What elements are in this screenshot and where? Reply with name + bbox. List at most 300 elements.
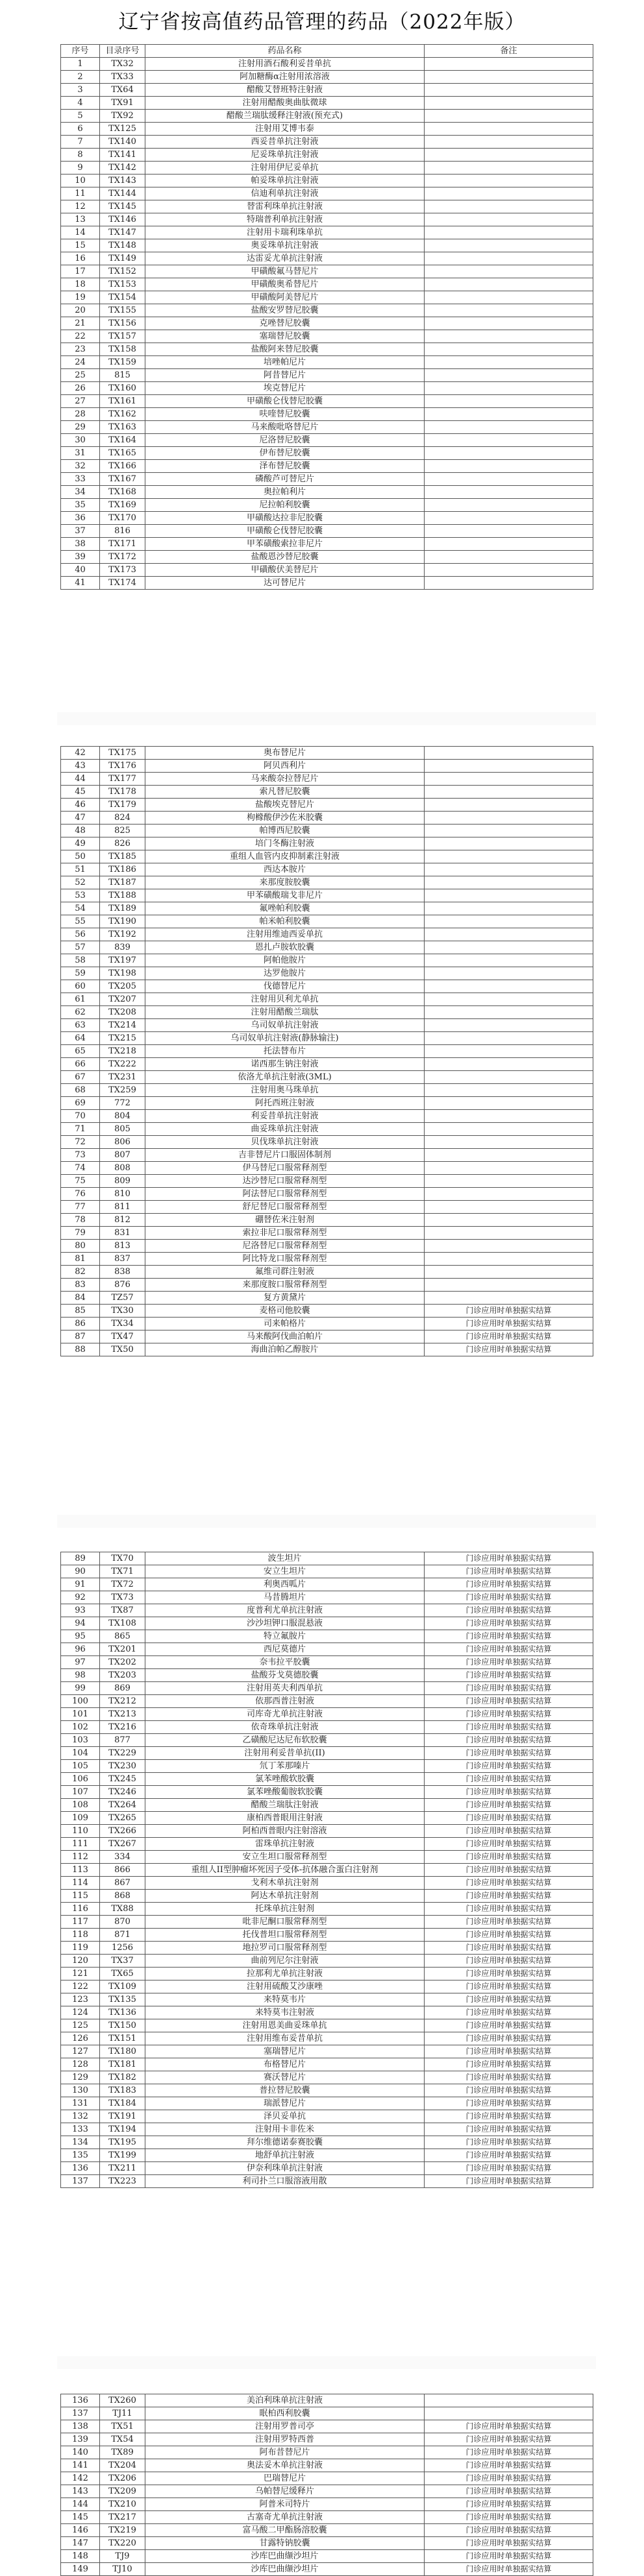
table-row xyxy=(61,773,593,786)
table-row xyxy=(61,421,593,434)
cell-note: 门诊应用时单独据实结算 xyxy=(425,2563,593,2576)
cell-note: 门诊应用时单独据实结算 xyxy=(425,2123,593,2136)
cell-drug-name: 尼妥珠单抗注射液 xyxy=(145,149,425,162)
cell-note: 门诊应用时单独据实结算 xyxy=(425,1968,593,1980)
table-row xyxy=(61,84,593,97)
cell-note xyxy=(425,773,593,786)
cell-code: TX202 xyxy=(100,1656,145,1669)
table-row xyxy=(61,1227,593,1240)
cell-code: TX125 xyxy=(100,123,145,136)
table-row xyxy=(61,760,593,773)
cell-no: 80 xyxy=(61,1240,100,1253)
cell-code: 868 xyxy=(100,1890,145,1903)
cell-no: 64 xyxy=(61,1032,100,1045)
cell-note xyxy=(425,1084,593,1097)
table-row xyxy=(61,2446,593,2459)
cell-note: 门诊应用时单独据实结算 xyxy=(425,1825,593,1838)
cell-note xyxy=(425,889,593,902)
cell-code: TX163 xyxy=(100,421,145,434)
table-row xyxy=(61,2550,593,2563)
cell-drug-name: 奥法妥木单抗注射液 xyxy=(145,2459,425,2472)
table-row xyxy=(61,1279,593,1292)
cell-code: TX155 xyxy=(100,304,145,317)
table-row xyxy=(61,564,593,577)
cell-code: TX190 xyxy=(100,915,145,928)
cell-drug-name: 重组人血管内皮抑制素注射液 xyxy=(145,850,425,863)
cell-note xyxy=(425,434,593,447)
cell-drug-name: 乌帕替尼缓释片 xyxy=(145,2485,425,2498)
header-no: 序号 xyxy=(61,45,100,58)
cell-code: 1256 xyxy=(100,1942,145,1955)
table-row xyxy=(61,1240,593,1253)
cell-drug-name: 注射用罗特西普 xyxy=(145,2433,425,2446)
cell-note: 门诊应用时单独据实结算 xyxy=(425,2162,593,2175)
cell-drug-name: 伊奈利珠单抗注射液 xyxy=(145,2162,425,2175)
table-row xyxy=(61,1162,593,1175)
cell-drug-name: 达罗他胺片 xyxy=(145,967,425,980)
cell-note xyxy=(425,954,593,967)
cell-no: 91 xyxy=(61,1578,100,1591)
cell-note: 门诊应用时单独据实结算 xyxy=(425,1955,593,1968)
table-row xyxy=(61,2433,593,2446)
cell-note xyxy=(425,863,593,876)
cell-note xyxy=(425,1266,593,1279)
table-row xyxy=(61,1942,593,1955)
table-row xyxy=(61,252,593,265)
cell-drug-name: 注射用维布妥昔单抗 xyxy=(145,2032,425,2045)
table-row xyxy=(61,1071,593,1084)
cell-code: TX146 xyxy=(100,213,145,226)
cell-note: 门诊应用时单独据实结算 xyxy=(425,1799,593,1812)
cell-drug-name: 呋喹替尼胶囊 xyxy=(145,408,425,421)
table-row xyxy=(61,447,593,460)
cell-drug-name: 拉那利尤单抗注射液 xyxy=(145,1968,425,1980)
cell-note: 门诊应用时单独据实结算 xyxy=(425,2524,593,2537)
cell-note xyxy=(425,1071,593,1084)
table-row xyxy=(61,1032,593,1045)
cell-code: TX210 xyxy=(100,2498,145,2511)
cell-no: 4 xyxy=(61,97,100,110)
cell-note xyxy=(425,149,593,162)
cell-note xyxy=(425,175,593,187)
cell-note xyxy=(425,928,593,941)
cell-note xyxy=(425,512,593,525)
table-row xyxy=(61,97,593,110)
cell-note: 门诊应用时单独据实结算 xyxy=(425,1851,593,1864)
cell-no: 116 xyxy=(61,1903,100,1916)
cell-note xyxy=(425,265,593,278)
cell-no: 61 xyxy=(61,993,100,1006)
table-row xyxy=(61,2498,593,2511)
cell-no: 93 xyxy=(61,1604,100,1617)
cell-code: TX205 xyxy=(100,980,145,993)
cell-code: TX165 xyxy=(100,447,145,460)
cell-code: TX64 xyxy=(100,84,145,97)
cell-note xyxy=(425,2407,593,2420)
block-separator xyxy=(57,712,596,725)
table-row xyxy=(61,1552,593,1565)
cell-note: 门诊应用时单独据实结算 xyxy=(425,1838,593,1851)
cell-code: TX30 xyxy=(100,1305,145,1318)
cell-no: 57 xyxy=(61,941,100,954)
cell-drug-name: 依那西普注射液 xyxy=(145,1695,425,1708)
cell-code: TX177 xyxy=(100,773,145,786)
cell-note: 门诊应用时单独据实结算 xyxy=(425,1721,593,1734)
cell-drug-name: 注射用伊尼妥单抗 xyxy=(145,162,425,175)
cell-drug-name: 甲苯磺酸索拉非尼片 xyxy=(145,538,425,551)
cell-no: 55 xyxy=(61,915,100,928)
table-row xyxy=(61,395,593,408)
cell-drug-name: 培门冬酶注射液 xyxy=(145,837,425,850)
cell-code: TX143 xyxy=(100,175,145,187)
cell-note: 门诊应用时单独据实结算 xyxy=(425,1734,593,1747)
cell-drug-name: 伐德替尼片 xyxy=(145,980,425,993)
cell-code: 877 xyxy=(100,1734,145,1747)
table-row xyxy=(61,200,593,213)
cell-note xyxy=(425,1162,593,1175)
table-row xyxy=(61,278,593,291)
table-row xyxy=(61,162,593,175)
cell-note xyxy=(425,1149,593,1162)
cell-note: 门诊应用时单独据实结算 xyxy=(425,2175,593,2188)
cell-drug-name: 注射用奥马珠单抗 xyxy=(145,1084,425,1097)
table-row xyxy=(61,110,593,123)
cell-drug-name: 阿昔替尼片 xyxy=(145,369,425,382)
cell-note: 门诊应用时单独据实结算 xyxy=(425,2097,593,2110)
cell-code: TX191 xyxy=(100,2110,145,2123)
cell-no: 144 xyxy=(61,2498,100,2511)
cell-note xyxy=(425,577,593,590)
table-row xyxy=(61,525,593,538)
cell-note: 门诊应用时单独据实结算 xyxy=(425,2149,593,2162)
cell-no: 81 xyxy=(61,1253,100,1266)
cell-no: 118 xyxy=(61,1929,100,1942)
cell-no: 28 xyxy=(61,408,100,421)
cell-code: TX214 xyxy=(100,1019,145,1032)
cell-code: TX72 xyxy=(100,1578,145,1591)
cell-no: 124 xyxy=(61,2006,100,2019)
table-row xyxy=(61,369,593,382)
cell-note xyxy=(425,786,593,799)
cell-drug-name: 吉非替尼片口服固体制剂 xyxy=(145,1149,425,1162)
cell-code: TX176 xyxy=(100,760,145,773)
cell-note: 门诊应用时单独据实结算 xyxy=(425,1760,593,1773)
cell-code: TX158 xyxy=(100,343,145,356)
cell-drug-name: 盐酸恩沙替尼胶囊 xyxy=(145,551,425,564)
cell-note xyxy=(425,278,593,291)
cell-note xyxy=(425,1175,593,1188)
cell-no: 68 xyxy=(61,1084,100,1097)
cell-no: 82 xyxy=(61,1266,100,1279)
cell-drug-name: 阿柏西普眼内注射溶液 xyxy=(145,1825,425,1838)
table-row xyxy=(61,850,593,863)
cell-drug-name: 度普利尤单抗注射液 xyxy=(145,1604,425,1617)
cell-note xyxy=(425,850,593,863)
table-row xyxy=(61,1617,593,1630)
table-row xyxy=(61,2136,593,2149)
table-row xyxy=(61,1812,593,1825)
cell-drug-name: 马来酸阿伐曲泊帕片 xyxy=(145,1330,425,1343)
cell-note xyxy=(425,799,593,812)
cell-code: TX153 xyxy=(100,278,145,291)
cell-code: TX212 xyxy=(100,1695,145,1708)
cell-note xyxy=(425,71,593,84)
cell-note: 门诊应用时单独据实结算 xyxy=(425,1552,593,1565)
table-row xyxy=(61,967,593,980)
cell-code: 806 xyxy=(100,1136,145,1149)
cell-no: 11 xyxy=(61,187,100,200)
cell-code: 809 xyxy=(100,1175,145,1188)
cell-drug-name: 注射用卡瑞利珠单抗 xyxy=(145,226,425,239)
cell-code: 870 xyxy=(100,1916,145,1929)
table-row xyxy=(61,1330,593,1343)
table-row xyxy=(61,343,593,356)
cell-no: 3 xyxy=(61,84,100,97)
cell-no: 129 xyxy=(61,2071,100,2084)
cell-code: TX206 xyxy=(100,2472,145,2485)
cell-no: 148 xyxy=(61,2550,100,2563)
table-row xyxy=(61,1799,593,1812)
table-row xyxy=(61,1006,593,1019)
cell-note: 门诊应用时单独据实结算 xyxy=(425,1591,593,1604)
table-row xyxy=(61,747,593,760)
table-row xyxy=(61,1980,593,1993)
cell-code: TX87 xyxy=(100,1604,145,1617)
cell-code: TX188 xyxy=(100,889,145,902)
cell-drug-name: 阿贝西利片 xyxy=(145,760,425,773)
table-row xyxy=(61,1110,593,1123)
cell-no: 9 xyxy=(61,162,100,175)
cell-note xyxy=(425,304,593,317)
table-row xyxy=(61,538,593,551)
cell-note: 门诊应用时单独据实结算 xyxy=(425,1617,593,1630)
cell-code: 805 xyxy=(100,1123,145,1136)
cell-code: TX231 xyxy=(100,1071,145,1084)
cell-no: 5 xyxy=(61,110,100,123)
cell-note: 门诊应用时单独据实结算 xyxy=(425,2446,593,2459)
cell-no: 21 xyxy=(61,317,100,330)
cell-code: 334 xyxy=(100,1851,145,1864)
cell-drug-name: 特瑞普利单抗注射液 xyxy=(145,213,425,226)
cell-code: 831 xyxy=(100,1227,145,1240)
cell-code: 824 xyxy=(100,812,145,825)
table-row xyxy=(61,1578,593,1591)
table-row xyxy=(61,2162,593,2175)
cell-no: 123 xyxy=(61,1993,100,2006)
cell-code: 866 xyxy=(100,1864,145,1877)
table-row xyxy=(61,1630,593,1643)
cell-no: 60 xyxy=(61,980,100,993)
table-row xyxy=(61,2459,593,2472)
cell-no: 145 xyxy=(61,2511,100,2524)
cell-no: 8 xyxy=(61,149,100,162)
cell-no: 62 xyxy=(61,1006,100,1019)
cell-no: 119 xyxy=(61,1942,100,1955)
cell-note xyxy=(425,1188,593,1201)
table-row xyxy=(61,2149,593,2162)
cell-drug-name: 索拉非尼口服常释剂型 xyxy=(145,1227,425,1240)
cell-no: 6 xyxy=(61,123,100,136)
cell-note xyxy=(425,136,593,149)
cell-no: 125 xyxy=(61,2019,100,2032)
cell-no: 126 xyxy=(61,2032,100,2045)
cell-drug-name: 醋酸兰瑞肽缓释注射液(预充式) xyxy=(145,110,425,123)
cell-no: 147 xyxy=(61,2537,100,2550)
cell-no: 17 xyxy=(61,265,100,278)
cell-drug-name: 普拉替尼胶囊 xyxy=(145,2084,425,2097)
cell-no: 33 xyxy=(61,473,100,486)
cell-no: 39 xyxy=(61,551,100,564)
cell-no: 133 xyxy=(61,2123,100,2136)
table-row xyxy=(61,1656,593,1669)
cell-drug-name: 注射用酒石酸利妥昔单抗 xyxy=(145,58,425,71)
cell-no: 139 xyxy=(61,2433,100,2446)
table-row xyxy=(61,1929,593,1942)
header-name: 药品名称 xyxy=(145,45,425,58)
cell-drug-name: 乌司奴单抗注射液(静脉输注) xyxy=(145,1032,425,1045)
cell-drug-name: 瑞派替尼片 xyxy=(145,2097,425,2110)
cell-drug-name: 甘露特钠胶囊 xyxy=(145,2537,425,2550)
table-row xyxy=(61,577,593,590)
cell-no: 121 xyxy=(61,1968,100,1980)
cell-no: 25 xyxy=(61,369,100,382)
cell-code: TX170 xyxy=(100,512,145,525)
table-row xyxy=(61,2394,593,2407)
cell-no: 106 xyxy=(61,1773,100,1786)
cell-note xyxy=(425,382,593,395)
table-row xyxy=(61,304,593,317)
drug-table-block-3 xyxy=(60,1552,593,2188)
cell-no: 84 xyxy=(61,1292,100,1305)
cell-code: TX199 xyxy=(100,2149,145,2162)
cell-no: 87 xyxy=(61,1330,100,1343)
cell-drug-name: 地舒单抗注射液 xyxy=(145,2149,425,2162)
table-header-row xyxy=(61,45,593,58)
cell-drug-name: 乌司奴单抗注射液 xyxy=(145,1019,425,1032)
cell-note: 门诊应用时单独据实结算 xyxy=(425,2019,593,2032)
cell-drug-name: 枸橼酸伊沙佐米胶囊 xyxy=(145,812,425,825)
cell-drug-name: 奥拉帕利片 xyxy=(145,486,425,499)
table-row xyxy=(61,175,593,187)
cell-code: TX154 xyxy=(100,291,145,304)
table-row xyxy=(61,317,593,330)
cell-code: TX47 xyxy=(100,1330,145,1343)
cell-code: 871 xyxy=(100,1929,145,1942)
table-row xyxy=(61,876,593,889)
cell-code: TX180 xyxy=(100,2045,145,2058)
cell-code: TX260 xyxy=(100,2394,145,2407)
cell-drug-name: 奈韦拉平胶囊 xyxy=(145,1656,425,1669)
cell-note xyxy=(425,812,593,825)
cell-note xyxy=(425,1032,593,1045)
cell-code: TX259 xyxy=(100,1084,145,1097)
cell-code: TX192 xyxy=(100,928,145,941)
cell-no: 85 xyxy=(61,1305,100,1318)
table-row xyxy=(61,1669,593,1682)
cell-drug-name: 尼洛替尼胶囊 xyxy=(145,434,425,447)
cell-no: 103 xyxy=(61,1734,100,1747)
cell-drug-name: 氯苯唑酸葡胺软胶囊 xyxy=(145,1786,425,1799)
cell-drug-name: 奥妥珠单抗注射液 xyxy=(145,239,425,252)
cell-no: 132 xyxy=(61,2110,100,2123)
cell-no: 86 xyxy=(61,1318,100,1330)
table-row xyxy=(61,2472,593,2485)
cell-drug-name: 沙库巴曲缬沙坦片 xyxy=(145,2563,425,2576)
cell-code: TX54 xyxy=(100,2433,145,2446)
cell-drug-name: 阿托西班注射液 xyxy=(145,1097,425,1110)
cell-drug-name: 麦格司他胶囊 xyxy=(145,1305,425,1318)
cell-no: 98 xyxy=(61,1669,100,1682)
cell-drug-name: 托珠单抗注射剂 xyxy=(145,1903,425,1916)
cell-note: 门诊应用时单独据实结算 xyxy=(425,1993,593,2006)
cell-drug-name: 利司扑兰口服溶液用散 xyxy=(145,2175,425,2188)
cell-no: 97 xyxy=(61,1656,100,1669)
cell-drug-name: 依奇珠单抗注射液 xyxy=(145,1721,425,1734)
cell-drug-name: 安立生坦口服常释剂型 xyxy=(145,1851,425,1864)
table-row xyxy=(61,1955,593,1968)
cell-no: 45 xyxy=(61,786,100,799)
cell-drug-name: 来那度胺胶囊 xyxy=(145,876,425,889)
cell-drug-name: 盐酸阿来替尼胶囊 xyxy=(145,343,425,356)
cell-code: TX175 xyxy=(100,747,145,760)
cell-drug-name: 塞瑞替尼胶囊 xyxy=(145,330,425,343)
table-row xyxy=(61,1201,593,1214)
cell-code: TX194 xyxy=(100,2123,145,2136)
cell-no: 72 xyxy=(61,1136,100,1149)
cell-drug-name: 伊马替尼口服常释剂型 xyxy=(145,1162,425,1175)
cell-drug-name: 阿帕他胺片 xyxy=(145,954,425,967)
cell-code: TX162 xyxy=(100,408,145,421)
cell-no: 109 xyxy=(61,1812,100,1825)
cell-code: TX266 xyxy=(100,1825,145,1838)
cell-note: 门诊应用时单独据实结算 xyxy=(425,1786,593,1799)
table-row xyxy=(61,2045,593,2058)
cell-drug-name: 利妥昔单抗注射液 xyxy=(145,1110,425,1123)
cell-note xyxy=(425,447,593,460)
table-row xyxy=(61,1773,593,1786)
cell-drug-name: 达沙替尼口服常释剂型 xyxy=(145,1175,425,1188)
cell-no: 41 xyxy=(61,577,100,590)
cell-code: TX173 xyxy=(100,564,145,577)
cell-no: 15 xyxy=(61,239,100,252)
cell-note: 门诊应用时单独据实结算 xyxy=(425,2136,593,2149)
cell-note: 门诊应用时单独据实结算 xyxy=(425,2537,593,2550)
cell-drug-name: 甲苯磺酸瑞戈非尼片 xyxy=(145,889,425,902)
cell-code: TX174 xyxy=(100,577,145,590)
table-row xyxy=(61,187,593,200)
cell-no: 35 xyxy=(61,499,100,512)
cell-note xyxy=(425,902,593,915)
cell-drug-name: 注射用硫酸艾沙康唑 xyxy=(145,1980,425,1993)
cell-note xyxy=(425,291,593,304)
table-row xyxy=(61,786,593,799)
cell-no: 26 xyxy=(61,382,100,395)
table-row xyxy=(61,1123,593,1136)
cell-code: 804 xyxy=(100,1110,145,1123)
cell-note: 门诊应用时单独据实结算 xyxy=(425,1669,593,1682)
cell-drug-name: 沙沙坦钾口服混悬液 xyxy=(145,1617,425,1630)
cell-code: 839 xyxy=(100,941,145,954)
cell-code: TX211 xyxy=(100,2162,145,2175)
cell-no: 149 xyxy=(61,2563,100,2576)
cell-drug-name: 注射用醋酸兰瑞肽 xyxy=(145,1006,425,1019)
cell-no: 74 xyxy=(61,1162,100,1175)
cell-code: TX267 xyxy=(100,1838,145,1851)
cell-code: TX37 xyxy=(100,1955,145,1968)
cell-note xyxy=(425,330,593,343)
cell-note xyxy=(425,564,593,577)
cell-code: TX145 xyxy=(100,200,145,213)
